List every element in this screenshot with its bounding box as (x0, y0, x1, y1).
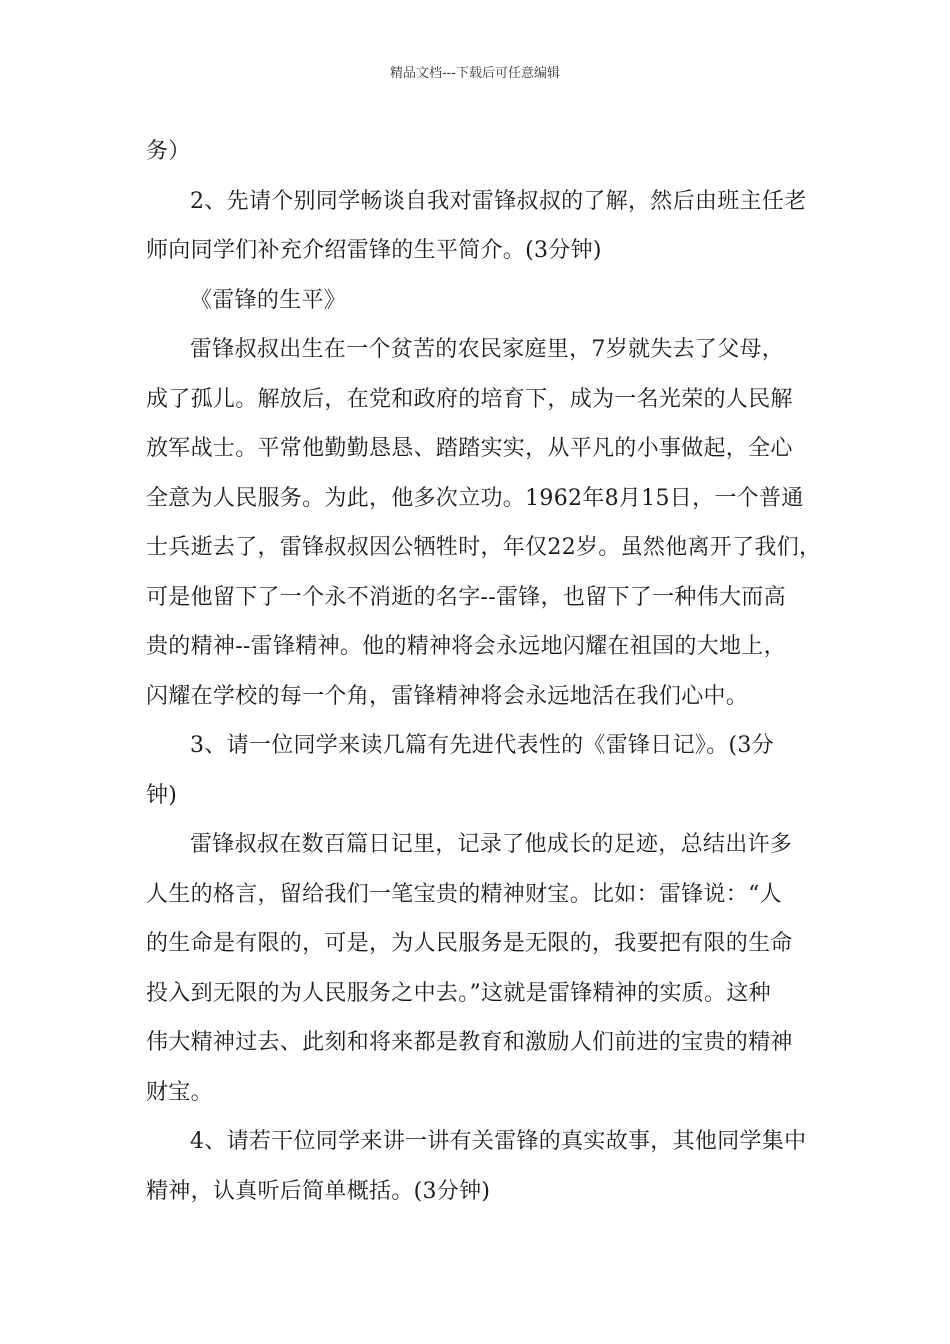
text-line: 4、请若干位同学来讲一讲有关雷锋的真实故事，其他同学集中 (190, 1129, 807, 1154)
text-line: 精神，认真听后简单概括。(3分钟) (146, 1178, 491, 1204)
text-line: 财宝。 (146, 1079, 213, 1105)
page-header: 精品文档---下载后可任意编辑 (389, 66, 561, 81)
text-line: 雷锋叔叔出生在一个贫苦的农民家庭里，7岁就失去了父母， (190, 337, 785, 362)
text-line: 成了孤儿。解放后，在党和政府的培育下，成为一名光荣的人民解 (146, 386, 793, 412)
text-line: 务） (146, 139, 191, 164)
text-line: 伟大精神过去、此刻和将来都是教育和激励人们前进的宝贵的精神 (146, 1030, 793, 1055)
text-line: 的生命是有限的，可是，为人民服务是无限的，我要把有限的生命 (146, 931, 793, 956)
text-line: 师向同学们补充介绍雷锋的生平简介。(3分钟) (146, 238, 602, 263)
text-line: 贵的精神--雷锋精神。他的精神将会永远地闪耀在祖国的大地上， (146, 634, 786, 659)
section-title: 《雷锋的生平》 (190, 287, 347, 313)
text-line: 放军战士。平常他勤勤恳恳、踏踏实实，从平凡的小事做起，全心 (146, 436, 793, 461)
document-body (146, 127, 822, 1216)
text-line: 人生的格言，留给我们一笔宝贵的精神财宝。比如：雷锋说：“人 (146, 881, 782, 907)
text-line: 士兵逝去了，雷锋叔叔因公牺牲时，年仅22岁。虽然他离开了我们， (146, 535, 822, 560)
text-line: 雷锋叔叔在数百篇日记里，记录了他成长的足迹，总结出许多 (190, 832, 793, 857)
text-line: 可是他留下了一个永不消逝的名字--雷锋，也留下了一种伟大而高 (146, 584, 786, 610)
text-line: 全意为人民服务。为此，他多次立功。1962年8月15日，一个普通 (146, 485, 804, 511)
text-line: 钟) (146, 782, 178, 808)
text-line: 3、请一位同学来读几篇有先进代表性的《雷锋日记》。(3分 (190, 733, 774, 758)
text-line: 投入到无限的为人民服务之中去。”这就是雷锋精神的实质。这种 (146, 980, 771, 1006)
text-line: 闪耀在学校的每一个角，雷锋精神将会永远地活在我们心中。 (146, 683, 749, 709)
text-line: 2、先请个别同学畅谈自我对雷锋叔叔的了解，然后由班主任老 (190, 188, 807, 214)
